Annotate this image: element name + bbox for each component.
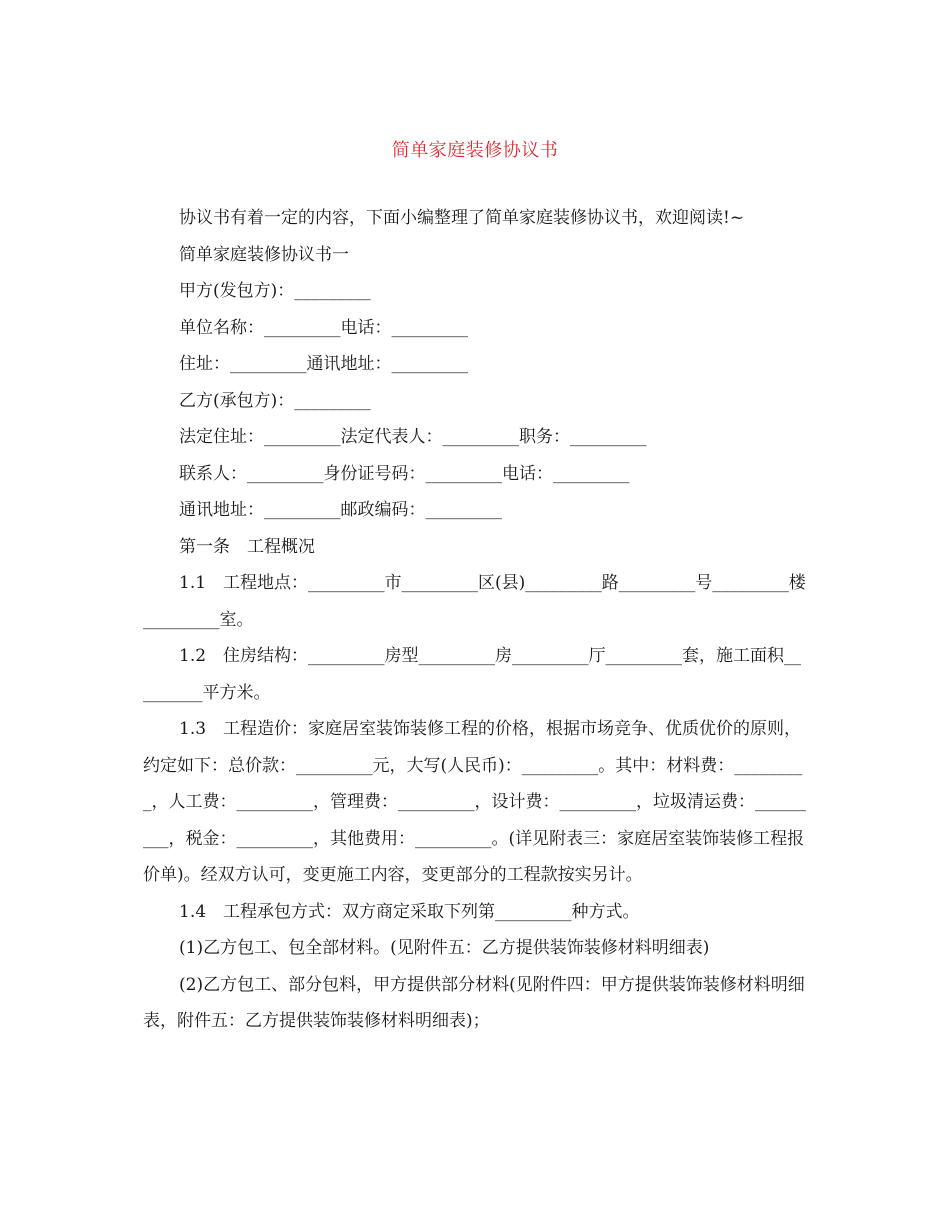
party-b-line: 乙方(承包方)：_________ [179, 390, 371, 411]
clause-1-2: 1.2 住房结构：_________房型_________房_________厅_________套，施工面积_________平方米。 [143, 646, 802, 703]
intro-paragraph: 协议书有着一定的内容，下面小编整理了简单家庭装修协议书，欢迎阅读!~ [179, 208, 745, 228]
clause-1-1: 1.1 工程地点：_________市_________区(县)_________路_________号_________楼_________室。 [143, 573, 806, 630]
document-title: 简单家庭装修协议书 [391, 140, 559, 161]
party-b-legal-line: 法定住址：_________法定代表人：_________职务：_________ [179, 427, 647, 447]
party-a-line: 甲方(发包方)：_________ [179, 281, 371, 301]
clause-option-2: (2)乙方包工、部分包料，甲方提供部分材料(见附件四：甲方提供装饰装修材料明细表，附件五：乙方提供装饰装修材料明细表)； [143, 974, 805, 1031]
document-body [143, 200, 807, 1040]
party-b-contact-line: 联系人：_________身份证号码：_________电话：_________ [179, 463, 630, 484]
section-heading: 简单家庭装修协议书一 [179, 244, 349, 265]
party-b-address-line: 通讯地址：_________邮政编码：_________ [179, 500, 502, 520]
clause-option-1: (1)乙方包工、包全部材料。(见附件五：乙方提供装饰装修材料明细表) [179, 938, 710, 958]
clause-1-3: 1.3 工程造价：家庭居室装饰装修工程的价格，根据市场竞争、优质优价的原则，约定如下：总价款：_________元，大写(人民币)：_________。其中：材料费：_________，人工费：_________，管理费：_________，设计费：_________，垃圾清运费：_________，税金：_________，其他费用：_________。(详见附表三：家庭居室装饰装修工程报价单)。经双方认可，变更施工内容，变更部分的工程款按实另计。 [143, 719, 806, 885]
party-a-address-line: 住址：_________通讯地址：_________ [179, 354, 468, 374]
party-a-unit-line: 单位名称：_________电话：_________ [179, 317, 468, 338]
clause-1-4: 1.4 工程承包方式：双方商定采取下列第_________种方式。 [179, 901, 640, 922]
article-heading: 第一条 工程概况 [179, 536, 315, 557]
